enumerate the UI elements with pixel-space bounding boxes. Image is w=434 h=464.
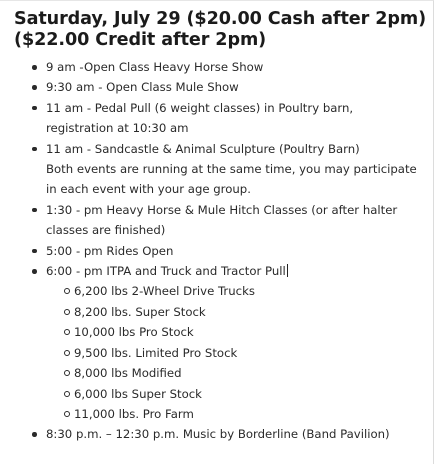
bullet-icon bbox=[32, 85, 37, 90]
schedule-item-line: registration at 10:30 am bbox=[46, 121, 189, 136]
schedule-item bbox=[14, 424, 428, 444]
pull-class-label: 8,000 lbs Modified bbox=[74, 366, 182, 381]
pull-class-item bbox=[46, 343, 428, 363]
schedule-item-line: 5:00 - pm Rides Open bbox=[46, 243, 174, 258]
pull-class-item bbox=[46, 363, 428, 383]
schedule-item-line: 6:00 - pm ITPA and Truck and Tractor Pull bbox=[46, 264, 286, 279]
circle-bullet-icon bbox=[64, 288, 70, 294]
schedule-item-text bbox=[46, 261, 428, 281]
circle-bullet-icon bbox=[64, 309, 70, 315]
schedule-item-line: 11 am - Pedal Pull (6 weight classes) in Poultry barn, bbox=[46, 100, 354, 115]
pull-class-list bbox=[46, 281, 428, 424]
circle-bullet-icon bbox=[64, 350, 70, 356]
schedule-item-line: 1:30 - pm Heavy Horse & Mule Hitch Classes (or after halter bbox=[46, 202, 398, 217]
schedule-item-text bbox=[46, 241, 428, 261]
bullet-icon bbox=[32, 269, 37, 274]
bullet-icon bbox=[32, 106, 37, 111]
pull-class-label: 10,000 lbs Pro Stock bbox=[74, 325, 194, 340]
text-cursor bbox=[287, 264, 288, 277]
bullet-icon bbox=[32, 432, 37, 437]
pull-class-label: 8,200 lbs. Super Stock bbox=[74, 304, 206, 319]
schedule-item bbox=[14, 200, 428, 241]
schedule-item-line: 8:30 p.m. – 12:30 p.m. Music by Borderline (Band Pavilion) bbox=[46, 427, 390, 442]
pull-class-item bbox=[46, 384, 428, 404]
pull-class-label: 9,500 lbs. Limited Pro Stock bbox=[74, 345, 238, 360]
bullet-icon bbox=[32, 147, 37, 152]
schedule-item bbox=[14, 261, 428, 424]
schedule-item-text bbox=[46, 200, 428, 241]
schedule-heading bbox=[14, 9, 428, 51]
schedule-item bbox=[14, 77, 428, 97]
schedule-item-text bbox=[46, 139, 428, 200]
schedule-item-text bbox=[46, 98, 428, 139]
bullet-icon bbox=[32, 208, 37, 213]
schedule-item-line: 11 am - Sandcastle & Animal Sculpture (Poultry Barn) bbox=[46, 141, 360, 156]
bullet-icon bbox=[32, 249, 37, 254]
schedule-item-line: classes are finished) bbox=[46, 223, 166, 238]
pull-class-item bbox=[46, 322, 428, 342]
bullet-icon bbox=[32, 65, 37, 70]
heading-line-2: ($22.00 Credit after 2pm) bbox=[14, 30, 267, 50]
circle-bullet-icon bbox=[64, 329, 70, 335]
schedule-item bbox=[14, 241, 428, 261]
circle-bullet-icon bbox=[64, 370, 70, 376]
schedule-item bbox=[14, 57, 428, 77]
schedule-item bbox=[14, 98, 428, 139]
schedule-item-line: 9:30 am - Open Class Mule Show bbox=[46, 80, 239, 95]
circle-bullet-icon bbox=[64, 391, 70, 397]
pull-class-item bbox=[46, 281, 428, 301]
pull-class-item bbox=[46, 302, 428, 322]
schedule-item-line: in each event with your age group. bbox=[46, 182, 251, 197]
schedule-list bbox=[14, 57, 428, 445]
heading-line-1: Saturday, July 29 ($20.00 Cash after 2pm) bbox=[14, 9, 427, 29]
schedule-item-text bbox=[46, 424, 428, 444]
circle-bullet-icon bbox=[64, 411, 70, 417]
pull-class-label: 6,000 lbs Super Stock bbox=[74, 386, 202, 401]
schedule-item-text bbox=[46, 77, 428, 97]
schedule-item-line: Both events are running at the same time, you may participate bbox=[46, 162, 417, 177]
schedule-item bbox=[14, 139, 428, 200]
schedule-item-line: 9 am -Open Class Heavy Horse Show bbox=[46, 60, 264, 74]
pull-class-label: 6,200 lbs 2-Wheel Drive Trucks bbox=[74, 284, 255, 299]
schedule-item-text bbox=[46, 57, 428, 77]
pull-class-label: 11,000 lbs. Pro Farm bbox=[74, 406, 194, 421]
pull-class-item bbox=[46, 404, 428, 424]
event-schedule bbox=[14, 9, 428, 445]
